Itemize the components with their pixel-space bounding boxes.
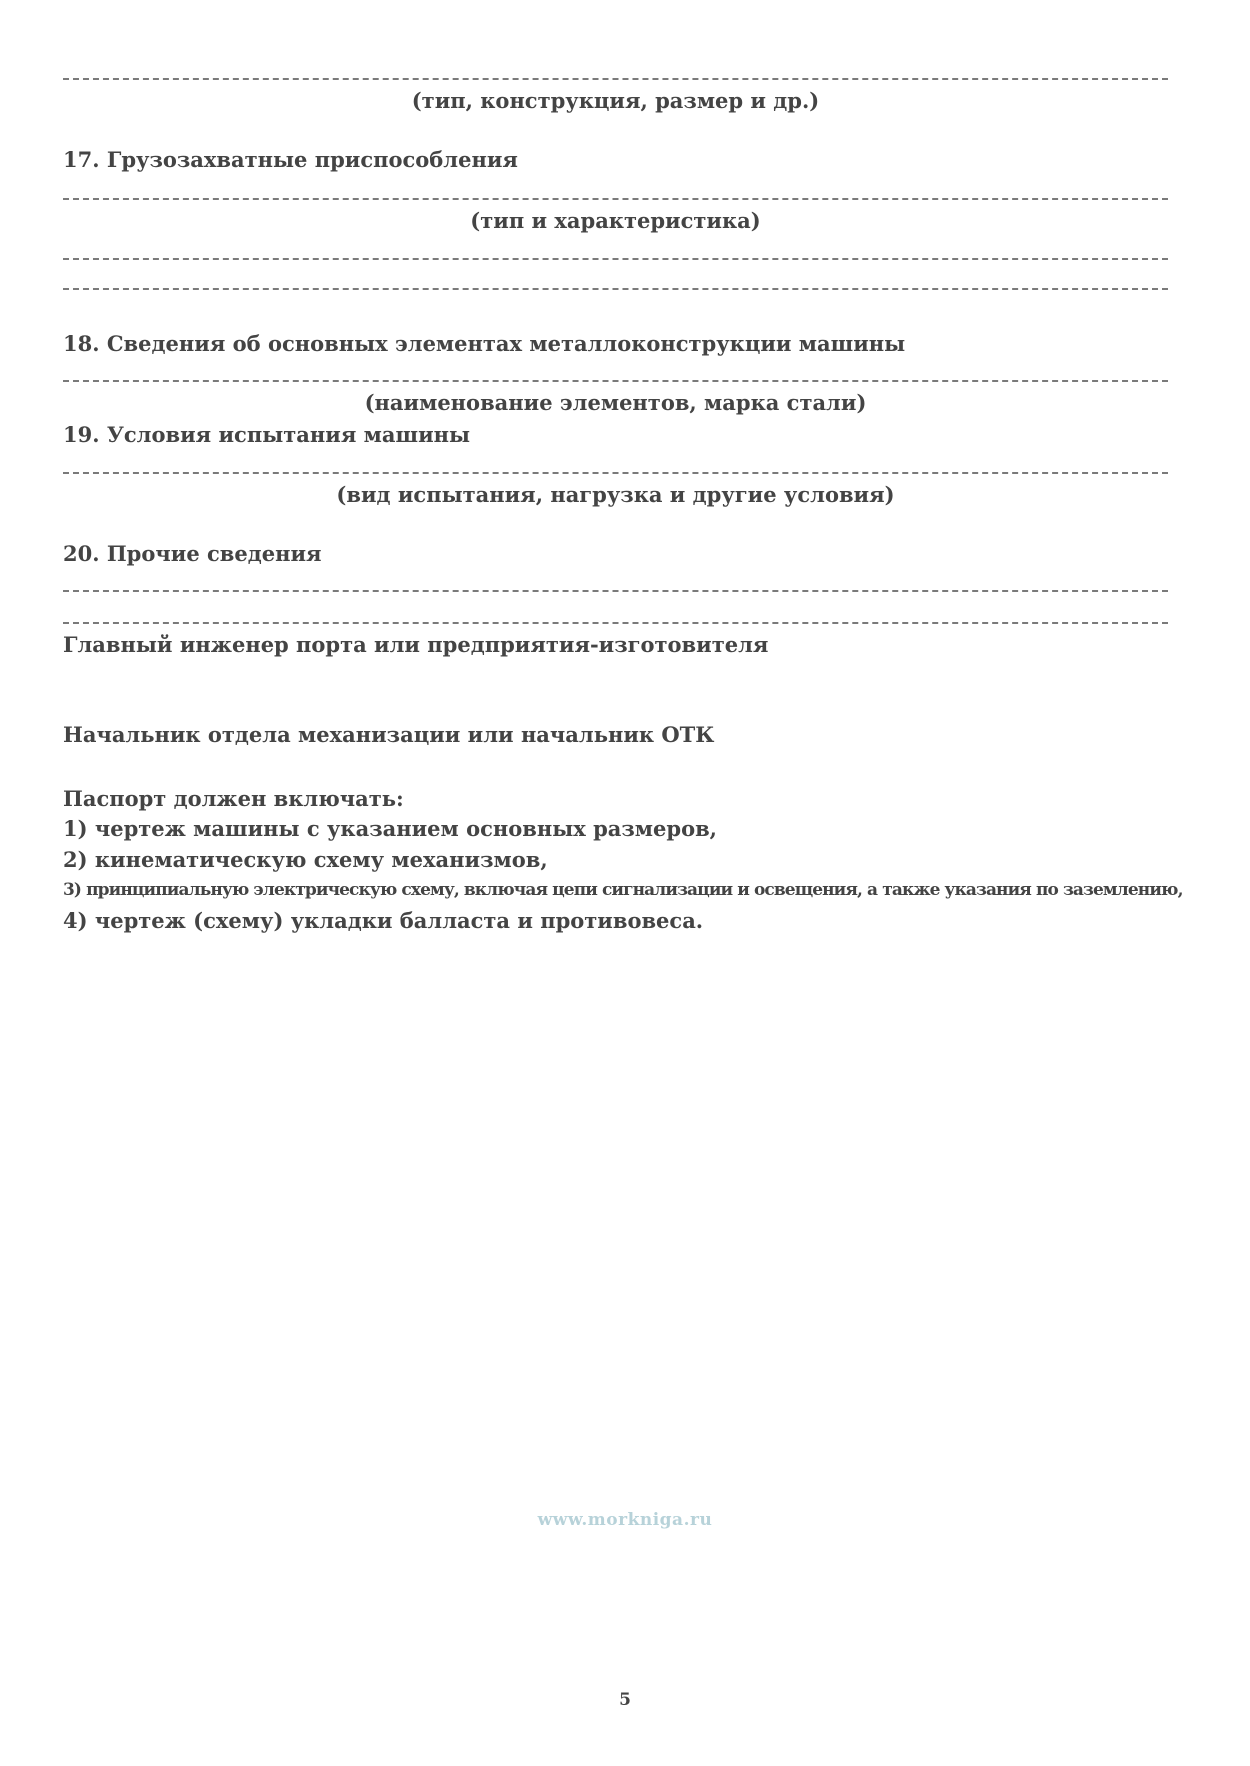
watermark: www.morkniga.ru [537, 1510, 713, 1530]
page-number: 5 [619, 1690, 631, 1710]
caption-type-characteristics: (тип и характеристика) [470, 208, 761, 233]
dept-head-label: Начальник отдела механизации или начальник ОТК [63, 722, 715, 747]
fill-line [63, 258, 1168, 260]
fill-line [63, 622, 1168, 624]
passport-item: 1) чертеж машины с указанием основных размеров, [63, 816, 717, 841]
caption-elements-steel: (наименование элементов, марка стали) [364, 390, 867, 415]
fill-line [63, 590, 1168, 592]
passport-item: 2) кинематическую схему механизмов, [63, 847, 548, 872]
fill-line [63, 380, 1168, 382]
section-17-title: 17. Грузозахватные приспособления [63, 147, 518, 172]
fill-line [63, 288, 1168, 290]
passport-item: 4) чертеж (схему) укладки балласта и противовеса. [63, 908, 704, 933]
chief-engineer-label: Главный инженер порта или предприятия-изготовителя [63, 632, 769, 657]
fill-line [63, 472, 1168, 474]
section-18-title: 18. Сведения об основных элементах металлоконструкции машины [63, 331, 906, 356]
passport-intro: Паспорт должен включать: [63, 786, 404, 811]
caption-test-kind: (вид испытания, нагрузка и другие условия) [336, 482, 895, 507]
section-20-title: 20. Прочие сведения [63, 541, 322, 566]
fill-line [63, 198, 1168, 200]
passport-item: 3) принципиальную электрическую схему, включая цепи сигнализации и освещения, а также указания по заземлению, [63, 880, 1183, 900]
section-19-title: 19. Условия испытания машины [63, 422, 471, 447]
caption-type-construction: (тип, конструкция, размер и др.) [411, 88, 820, 113]
fill-line [63, 78, 1168, 80]
